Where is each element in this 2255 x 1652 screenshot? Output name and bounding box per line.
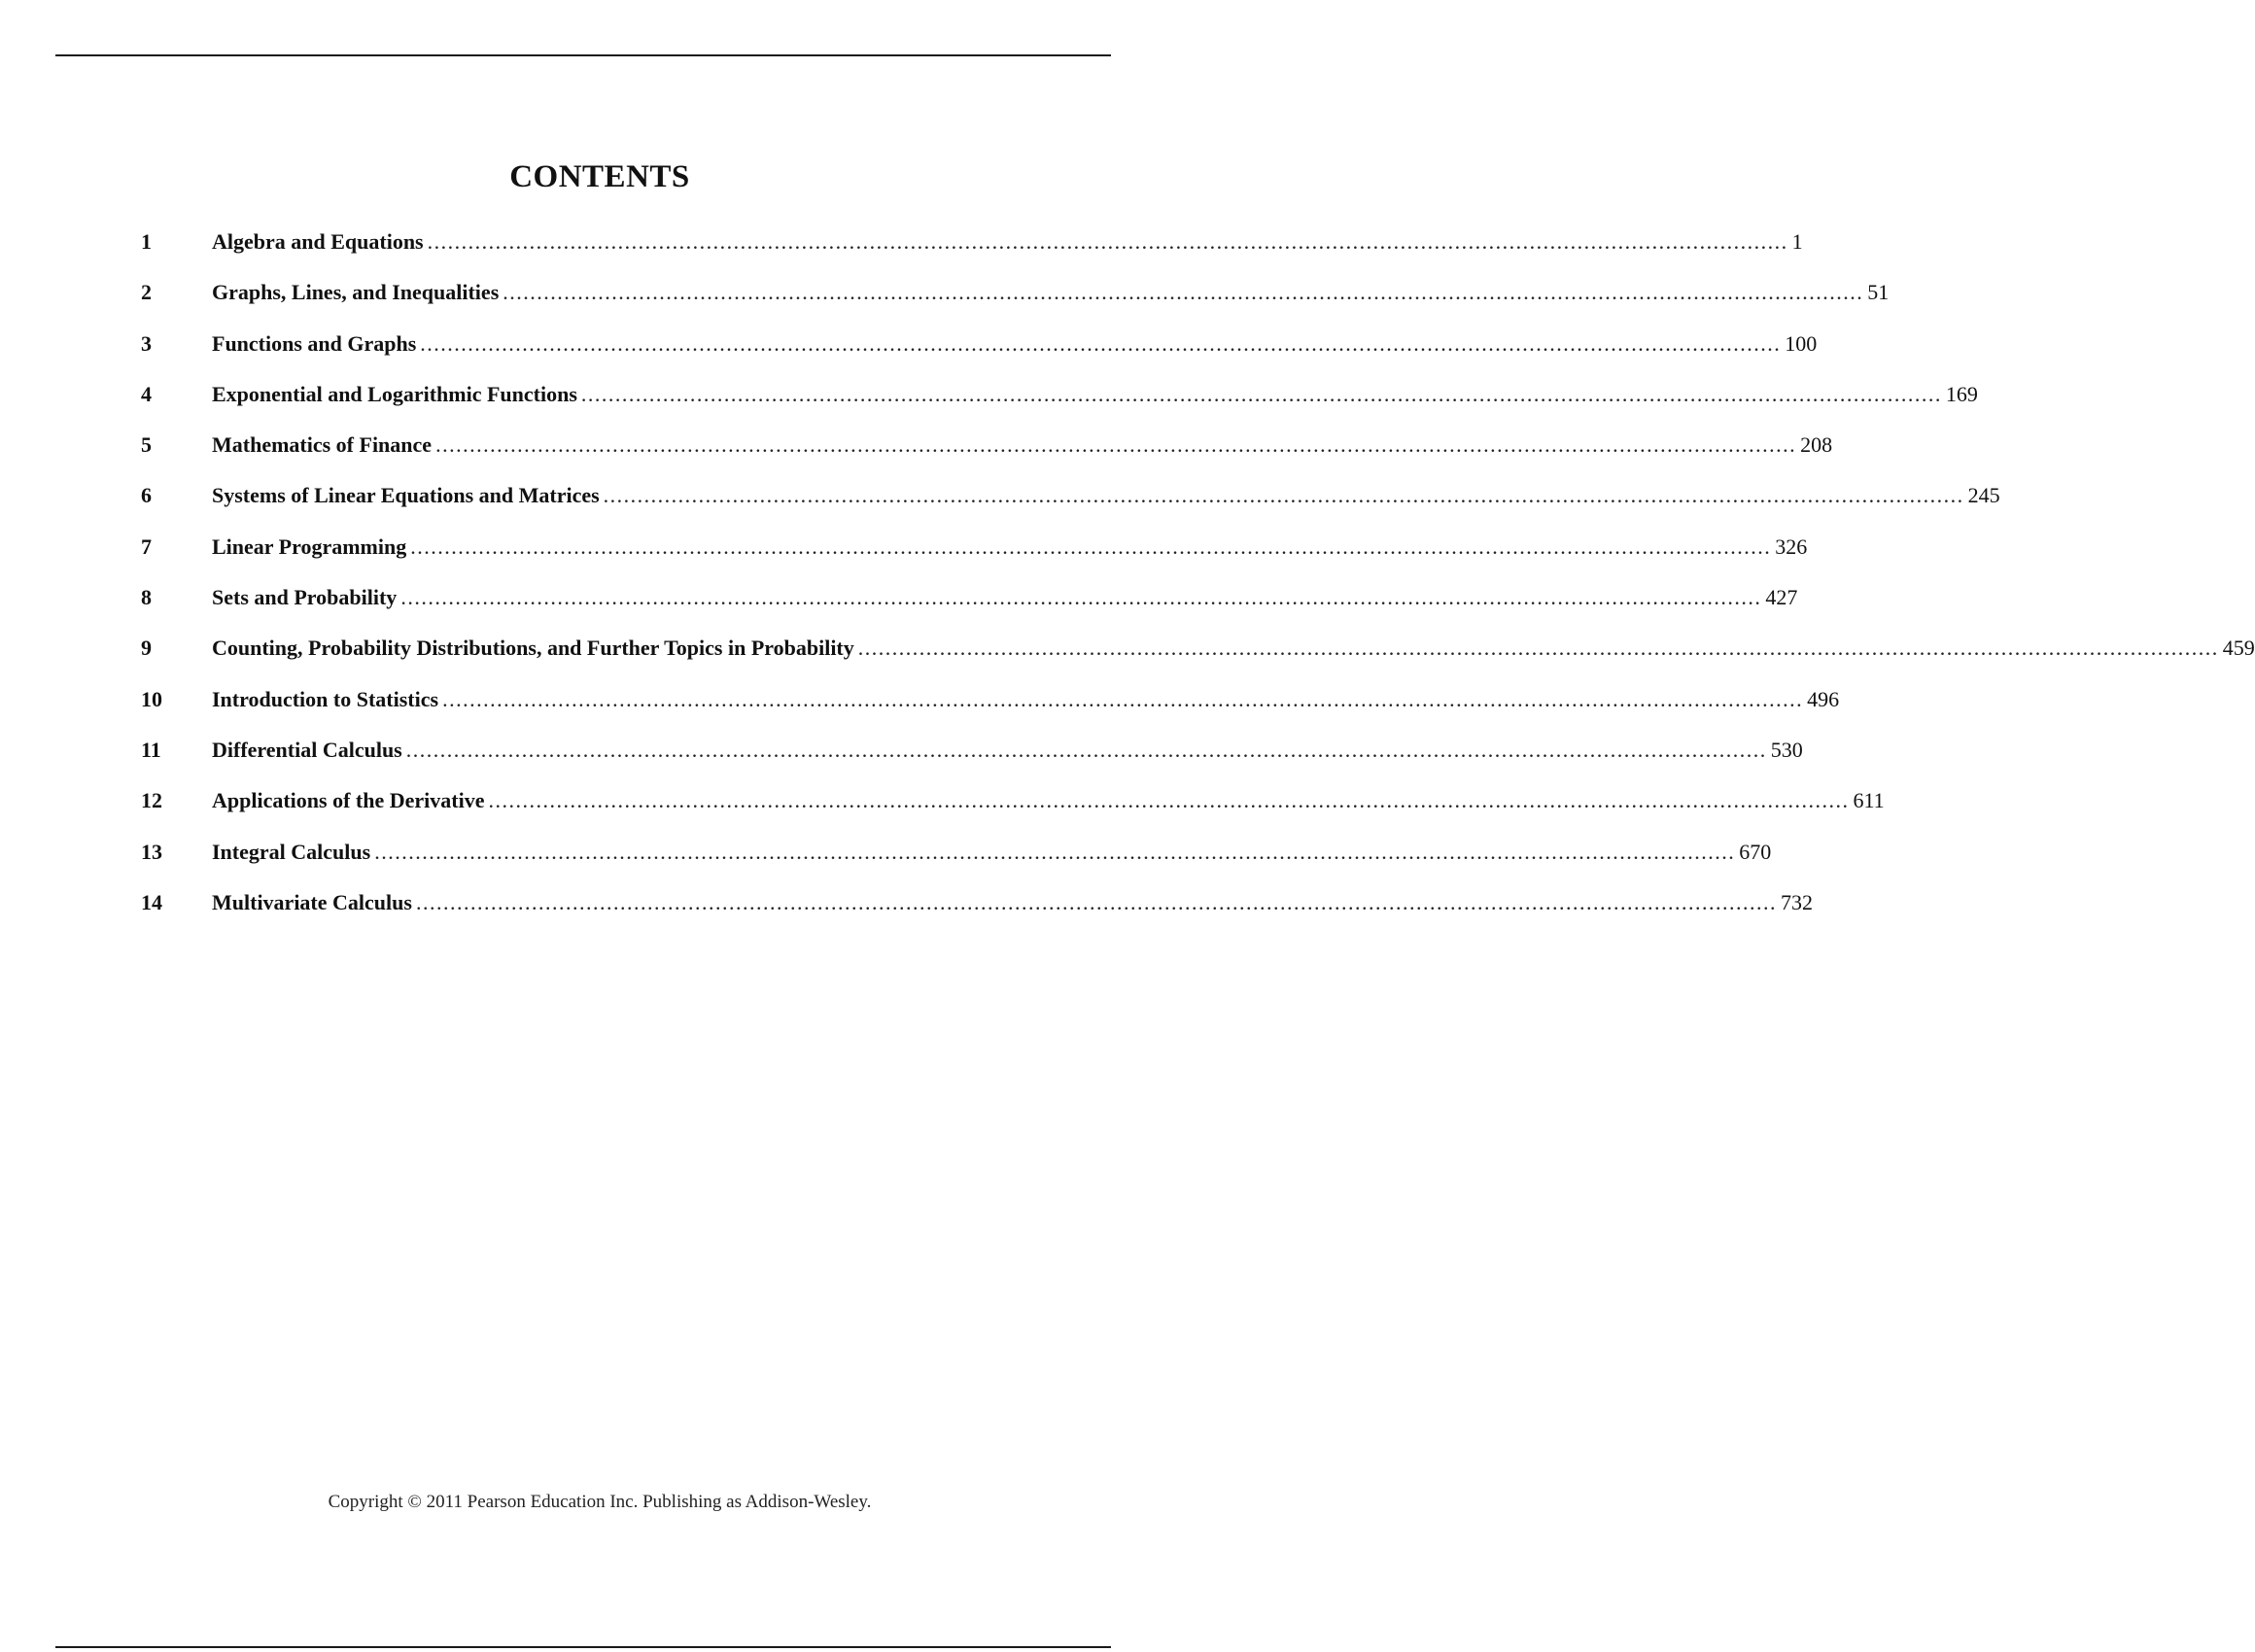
page-number: 732 bbox=[1780, 889, 1813, 914]
chapter-number: 2 bbox=[141, 280, 152, 305]
page-number: 670 bbox=[1739, 839, 1772, 864]
table-of-contents bbox=[141, 229, 2255, 943]
chapter-number: 6 bbox=[141, 483, 152, 508]
chapter-title: Counting, Probability Distributions, and Further Topics in Probability bbox=[212, 636, 854, 661]
toc-entry[interactable] bbox=[141, 533, 1808, 587]
toc-entry[interactable] bbox=[141, 585, 1798, 637]
chapter-number: 13 bbox=[141, 839, 162, 864]
page-number: 496 bbox=[1807, 686, 1840, 711]
chapter-title: Functions and Graphs bbox=[212, 330, 417, 356]
dot-leader: ........................................................................................................................................................................................................ bbox=[415, 889, 1777, 914]
chapter-number: 7 bbox=[141, 533, 152, 559]
page-number: 530 bbox=[1770, 737, 1803, 762]
toc-entry[interactable] bbox=[141, 280, 1890, 332]
copyright-footer: Copyright © 2011 Pearson Education Inc. Publishing as Addison-Wesley. bbox=[328, 1492, 872, 1512]
dot-leader: ........................................................................................................................................................................................................ bbox=[488, 788, 1850, 813]
page-number: 245 bbox=[1967, 483, 2000, 508]
dot-leader: ........................................................................................................................................................................................................ bbox=[410, 533, 1772, 559]
chapter-title: Systems of Linear Equations and Matrices bbox=[212, 483, 600, 508]
dot-leader: ........................................................................................................................................................................................................ bbox=[580, 381, 1942, 406]
toc-entry[interactable] bbox=[141, 483, 2000, 535]
chapter-number: 11 bbox=[141, 737, 161, 762]
toc-entry[interactable] bbox=[141, 889, 1813, 943]
chapter-number: 14 bbox=[141, 889, 162, 914]
page-title: CONTENTS bbox=[509, 159, 690, 194]
bottom-rule bbox=[55, 1646, 1111, 1648]
chapter-title: Linear Programming bbox=[212, 533, 407, 559]
chapter-title: Differential Calculus bbox=[212, 737, 402, 762]
dot-leader: ........................................................................................................................................................................................................ bbox=[435, 432, 1797, 458]
chapter-number: 10 bbox=[141, 686, 162, 711]
page-number: 1 bbox=[1791, 229, 1803, 254]
chapter-number: 3 bbox=[141, 330, 152, 356]
page-number: 427 bbox=[1765, 585, 1798, 610]
toc-entry[interactable] bbox=[141, 229, 1803, 282]
dot-leader: ........................................................................................................................................................................................................ bbox=[420, 330, 1782, 356]
toc-entry[interactable] bbox=[141, 381, 1978, 434]
page-number: 51 bbox=[1867, 280, 1890, 305]
page-number: 208 bbox=[1800, 432, 1833, 458]
chapter-title: Introduction to Statistics bbox=[212, 686, 439, 711]
chapter-number: 12 bbox=[141, 788, 162, 813]
dot-leader: ........................................................................................................................................................................................................ bbox=[603, 483, 1964, 508]
toc-entry[interactable] bbox=[141, 788, 1885, 841]
page-number: 169 bbox=[1945, 381, 1978, 406]
chapter-title: Applications of the Derivative bbox=[212, 788, 485, 813]
chapter-title: Algebra and Equations bbox=[212, 229, 424, 254]
chapter-title: Mathematics of Finance bbox=[212, 432, 433, 458]
page-number: 100 bbox=[1785, 330, 1818, 356]
chapter-title: Sets and Probability bbox=[212, 585, 398, 610]
dot-leader: ........................................................................................................................................................................................................ bbox=[442, 686, 1804, 711]
page-number: 459 bbox=[2222, 636, 2255, 661]
toc-entry[interactable] bbox=[141, 839, 1772, 892]
top-rule bbox=[55, 54, 1111, 56]
chapter-title: Exponential and Logarithmic Functions bbox=[212, 381, 577, 406]
page-number: 611 bbox=[1853, 788, 1885, 813]
chapter-title: Multivariate Calculus bbox=[212, 889, 412, 914]
toc-entry[interactable] bbox=[141, 686, 1840, 740]
dot-leader: ........................................................................................................................................................................................................ bbox=[427, 229, 1788, 254]
chapter-number: 8 bbox=[141, 585, 152, 610]
toc-entry[interactable] bbox=[141, 737, 1803, 790]
chapter-title: Graphs, Lines, and Inequalities bbox=[212, 280, 500, 305]
page-number: 326 bbox=[1775, 533, 1808, 559]
toc-entry[interactable] bbox=[141, 636, 2255, 688]
chapter-title: Integral Calculus bbox=[212, 839, 371, 864]
toc-entry[interactable] bbox=[141, 432, 1833, 485]
dot-leader: ........................................................................................................................................................................................................ bbox=[400, 585, 1762, 610]
toc-entry[interactable] bbox=[141, 330, 1818, 384]
chapter-number: 4 bbox=[141, 381, 152, 406]
dot-leader: ........................................................................................................................................................................................................ bbox=[857, 636, 2219, 661]
chapter-number: 9 bbox=[141, 636, 152, 661]
dot-leader: ........................................................................................................................................................................................................ bbox=[405, 737, 1767, 762]
dot-leader: ........................................................................................................................................................................................................ bbox=[374, 839, 1736, 864]
dot-leader: ........................................................................................................................................................................................................ bbox=[503, 280, 1864, 305]
chapter-number: 1 bbox=[141, 229, 152, 254]
chapter-number: 5 bbox=[141, 432, 152, 458]
